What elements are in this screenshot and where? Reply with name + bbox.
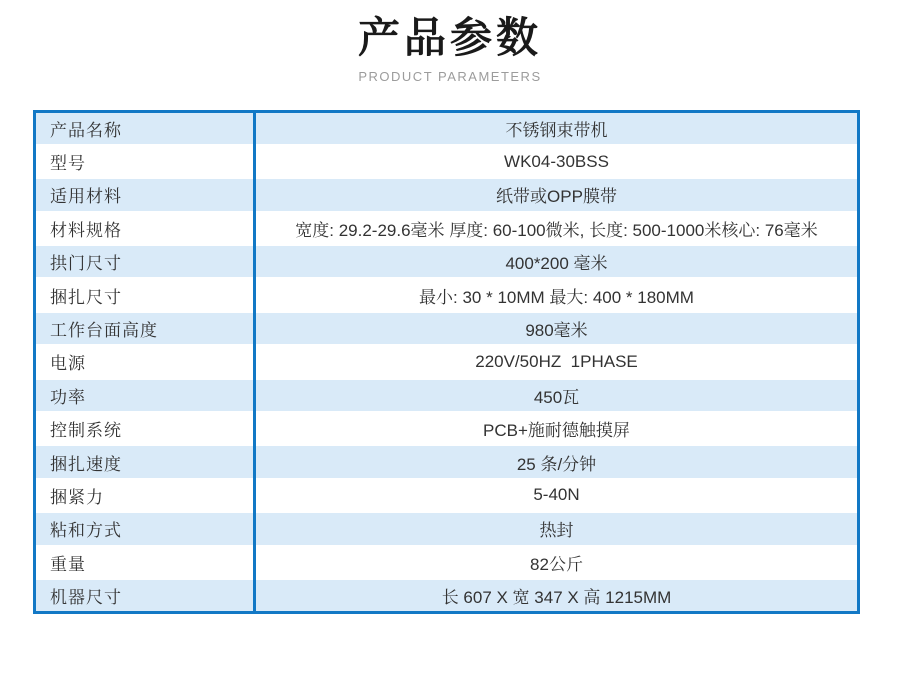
spec-value: PCB+施耐德触摸屏 xyxy=(255,412,859,445)
spec-label: 捆紧力 xyxy=(35,479,255,512)
spec-value: 400*200 毫米 xyxy=(255,245,859,278)
spec-label: 产品名称 xyxy=(35,112,255,145)
spec-value: 220V/50HZ 1PHASE xyxy=(255,345,859,378)
spec-row xyxy=(35,112,859,145)
spec-value: 5-40N xyxy=(255,479,859,512)
page-subtitle: PRODUCT PARAMETERS xyxy=(358,69,542,84)
spec-label: 捆扎尺寸 xyxy=(35,278,255,311)
spec-value: 25 条/分钟 xyxy=(255,445,859,478)
spec-row xyxy=(35,379,859,412)
spec-row xyxy=(35,212,859,245)
spec-row xyxy=(35,345,859,378)
spec-row xyxy=(35,145,859,178)
spec-row xyxy=(35,512,859,545)
spec-row xyxy=(35,245,859,278)
product-parameters-table xyxy=(33,110,860,614)
spec-value: 宽度: 29.2-29.6毫米 厚度: 60-100微米, 长度: 500-1000米核心: 76毫米 xyxy=(255,212,859,245)
spec-label: 功率 xyxy=(35,379,255,412)
spec-row xyxy=(35,412,859,445)
spec-row xyxy=(35,579,859,612)
spec-row xyxy=(35,546,859,579)
spec-label: 控制系统 xyxy=(35,412,255,445)
spec-value: WK04-30BSS xyxy=(255,145,859,178)
spec-label: 机器尺寸 xyxy=(35,579,255,612)
spec-label: 适用材料 xyxy=(35,178,255,211)
spec-label: 电源 xyxy=(35,345,255,378)
spec-label: 型号 xyxy=(35,145,255,178)
spec-value: 热封 xyxy=(255,512,859,545)
spec-value: 450瓦 xyxy=(255,379,859,412)
page-title: 产品参数 xyxy=(357,14,542,61)
spec-row xyxy=(35,178,859,211)
spec-label: 捆扎速度 xyxy=(35,445,255,478)
spec-value: 最小: 30 * 10MM 最大: 400 * 180MM xyxy=(255,278,859,311)
spec-row xyxy=(35,479,859,512)
spec-value: 不锈钢束带机 xyxy=(255,112,859,145)
spec-label: 材料规格 xyxy=(35,212,255,245)
spec-value: 纸带或OPP膜带 xyxy=(255,178,859,211)
spec-value: 980毫米 xyxy=(255,312,859,345)
spec-row xyxy=(35,312,859,345)
page-header xyxy=(0,0,900,84)
spec-value: 长 607 X 宽 347 X 高 1215MM xyxy=(255,579,859,612)
spec-label: 粘和方式 xyxy=(35,512,255,545)
spec-value: 82公斤 xyxy=(255,546,859,579)
table-body xyxy=(35,112,859,613)
spec-row xyxy=(35,278,859,311)
spec-label: 重量 xyxy=(35,546,255,579)
spec-label: 拱门尺寸 xyxy=(35,245,255,278)
spec-row xyxy=(35,445,859,478)
spec-label: 工作台面高度 xyxy=(35,312,255,345)
